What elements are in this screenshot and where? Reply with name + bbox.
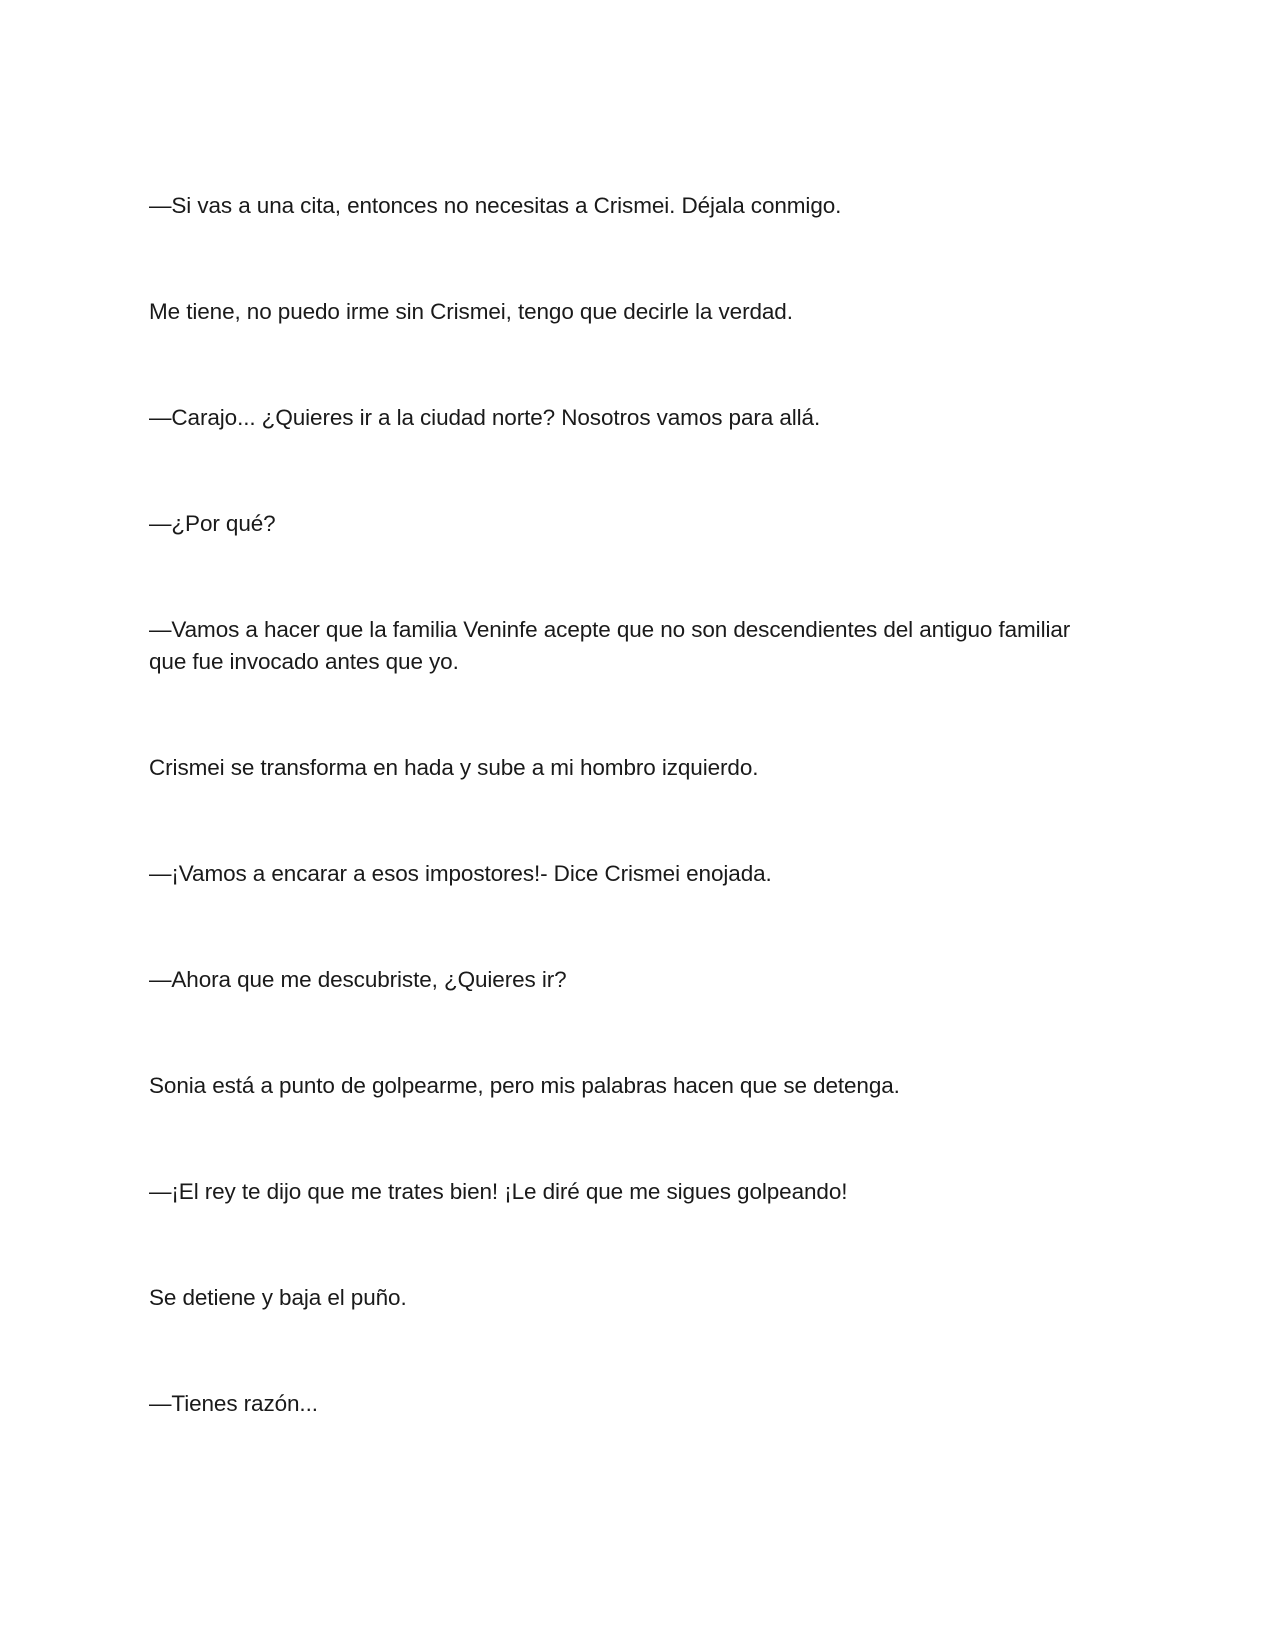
- text-column: [149, 190, 1109, 1420]
- paragraph-11: Se detiene y baja el puño.: [149, 1285, 407, 1310]
- paragraph-2: Me tiene, no puedo irme sin Crismei, tengo que decirle la verdad.: [149, 299, 793, 324]
- paragraph-3: —Carajo... ¿Quieres ir a la ciudad norte? Nosotros vamos para allá.: [149, 405, 821, 430]
- paragraph-10: —¡El rey te dijo que me trates bien! ¡Le diré que me sigues golpeando!: [149, 1179, 848, 1204]
- paragraph-6: Crismei se transforma en hada y sube a mi hombro izquierdo.: [149, 755, 759, 780]
- paragraph-9: Sonia está a punto de golpearme, pero mis palabras hacen que se detenga.: [149, 1073, 900, 1098]
- paragraph-12: —Tienes razón...: [149, 1391, 318, 1416]
- paragraph-8: —Ahora que me descubriste, ¿Quieres ir?: [149, 967, 567, 992]
- paragraph-4: —¿Por qué?: [149, 511, 276, 536]
- paragraph-1: —Si vas a una cita, entonces no necesitas a Crismei. Déjala conmigo.: [149, 193, 842, 218]
- paragraph-7: —¡Vamos a encarar a esos impostores!- Dice Crismei enojada.: [149, 861, 772, 886]
- paragraph-5: —Vamos a hacer que la familia Veninfe acepte que no son descendientes del antiguo familiar que fue invocado antes que yo.: [149, 617, 1071, 674]
